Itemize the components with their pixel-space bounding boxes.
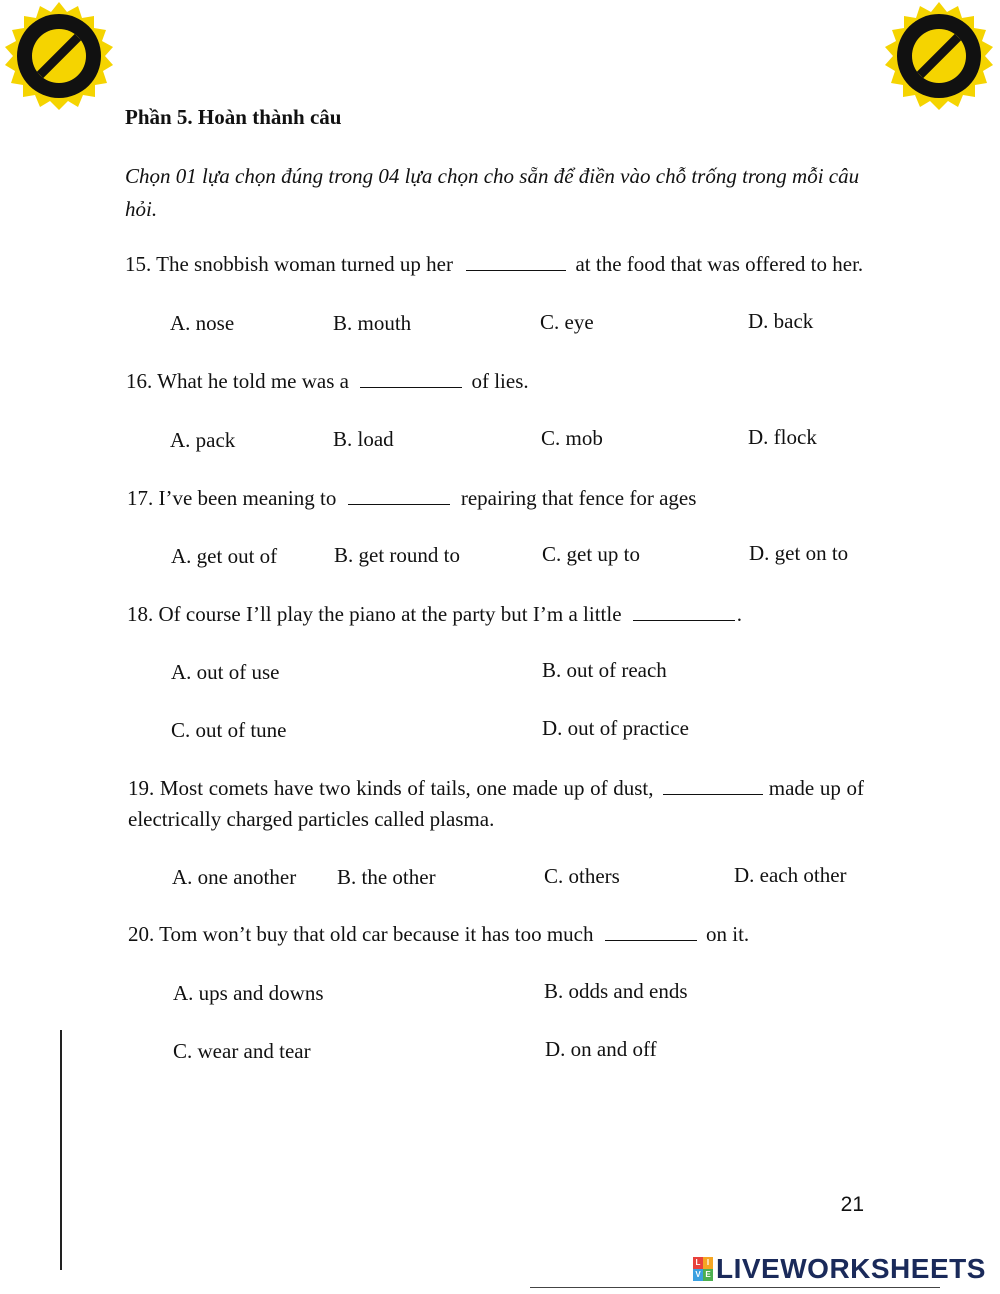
question-text-after: at the food that was offered to her.	[575, 252, 864, 276]
liveworksheets-icon	[693, 1257, 713, 1281]
option-a[interactable]: A. pack	[170, 428, 236, 452]
question-16	[126, 369, 529, 394]
logo-letter: L	[693, 1257, 703, 1269]
logo-letter: I	[703, 1257, 713, 1269]
question-text: 20. Tom won’t buy that old car because it has too much	[128, 922, 594, 946]
option-a[interactable]: A. one another	[172, 865, 297, 889]
answer-blank[interactable]	[348, 486, 450, 505]
option-a[interactable]: A. nose	[170, 311, 235, 335]
option-c[interactable]: C. mob	[541, 426, 603, 450]
option-d[interactable]: D. each other	[734, 863, 847, 887]
question-20	[128, 922, 749, 947]
option-b[interactable]: B. get round to	[334, 543, 460, 567]
question-text-after: .	[736, 602, 743, 626]
question-17	[127, 486, 696, 511]
question-text-after: repairing that fence for ages	[460, 486, 697, 510]
badge-seal-icon	[885, 2, 993, 110]
question-18	[127, 602, 742, 627]
answer-blank[interactable]	[605, 922, 697, 941]
question-text-after: made up of electrically charged particles called plasma.	[128, 776, 864, 831]
abbyy-badge-left[interactable]	[0, 0, 118, 118]
option-d[interactable]: D. back	[748, 309, 814, 333]
question-text: 18. Of course I’ll play the piano at the party but I’m a little	[127, 602, 622, 626]
option-a[interactable]: A. get out of	[171, 544, 278, 568]
section-heading: Phần 5. Hoàn thành câu	[125, 105, 342, 129]
answer-blank[interactable]	[663, 776, 763, 795]
logo-letter: V	[693, 1269, 703, 1281]
question-15	[125, 252, 863, 277]
abbyy-badge-right[interactable]	[880, 0, 998, 118]
option-d[interactable]: D. out of practice	[542, 716, 689, 740]
logo-letter: E	[703, 1269, 713, 1281]
badge-seal-icon	[5, 2, 113, 110]
option-c[interactable]: C. others	[544, 864, 620, 888]
scan-margin-line	[60, 1030, 62, 1270]
question-text: 16. What he told me was a	[126, 369, 349, 393]
option-b[interactable]: B. mouth	[333, 311, 412, 335]
question-text: 15. The snobbish woman turned up her	[125, 252, 453, 276]
option-b[interactable]: B. load	[333, 427, 394, 451]
option-a[interactable]: A. out of use	[171, 660, 280, 684]
question-text-after: of lies.	[471, 369, 529, 393]
option-a[interactable]: A. ups and downs	[173, 981, 324, 1005]
instruction-text: Chọn 01 lựa chọn đúng trong 04 lựa chọn cho sẵn để điền vào chỗ trống trong mỗi câu hỏi.	[125, 164, 860, 221]
footer-divider	[530, 1287, 940, 1288]
answer-blank[interactable]	[466, 252, 566, 271]
liveworksheets-logo[interactable]	[693, 1253, 986, 1285]
option-c[interactable]: C. wear and tear	[173, 1039, 311, 1063]
question-19	[128, 773, 864, 835]
answer-blank[interactable]	[360, 369, 462, 388]
answer-blank[interactable]	[633, 602, 735, 621]
option-d[interactable]: D. on and off	[545, 1037, 657, 1061]
option-b[interactable]: B. the other	[337, 865, 436, 889]
option-d[interactable]: D. get on to	[749, 541, 849, 565]
option-b[interactable]: B. out of reach	[542, 658, 667, 682]
option-b[interactable]: B. odds and ends	[544, 979, 688, 1003]
page-number: 21	[840, 1193, 864, 1216]
question-text-after: on it.	[706, 922, 750, 946]
option-c[interactable]: C. eye	[540, 310, 594, 334]
option-d[interactable]: D. flock	[748, 425, 817, 449]
question-text: 19. Most comets have two kinds of tails, one made up of dust,	[128, 776, 654, 800]
option-c[interactable]: C. get up to	[542, 542, 640, 566]
liveworksheets-wordmark: LIVEWORKSHEETS	[716, 1253, 986, 1284]
question-text: 17. I’ve been meaning to	[127, 486, 337, 510]
option-c[interactable]: C. out of tune	[171, 718, 287, 742]
